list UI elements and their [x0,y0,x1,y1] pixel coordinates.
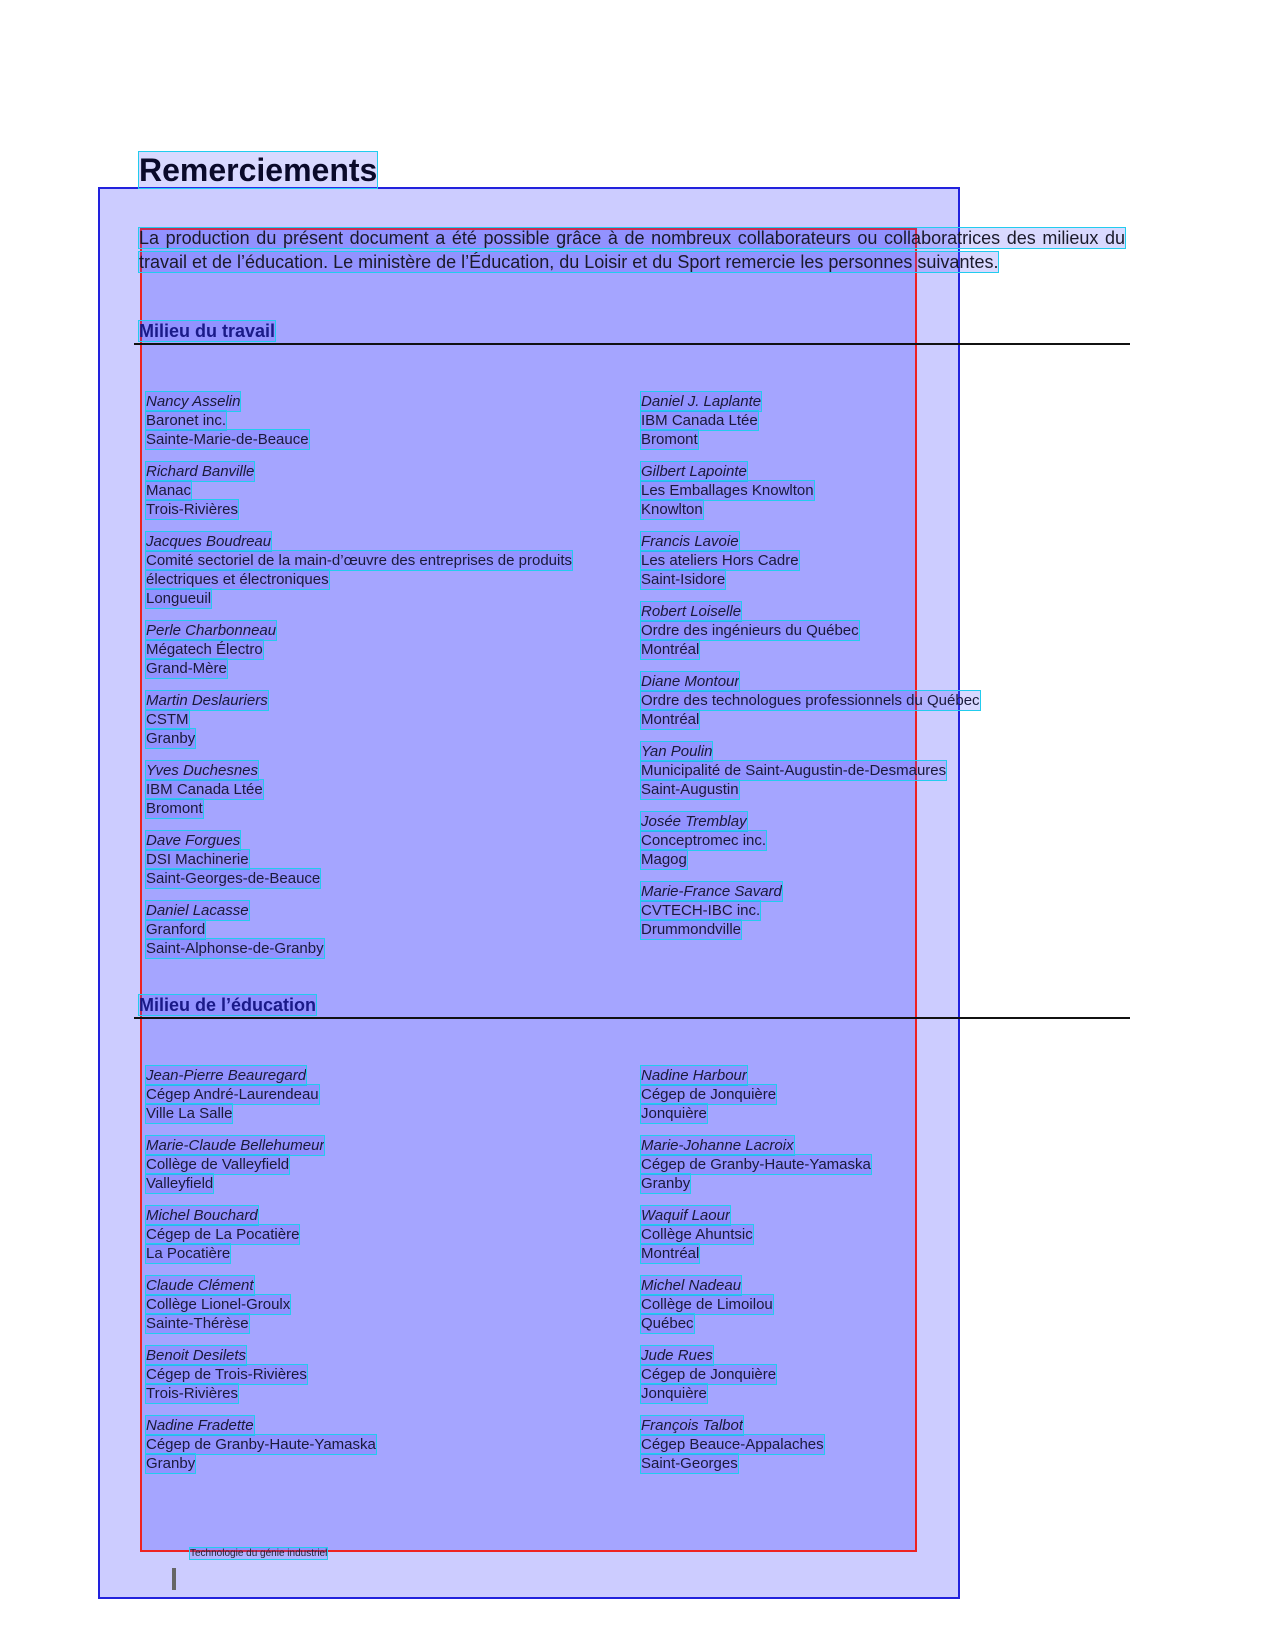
contact-entry [641,1416,1121,1473]
contact-name: François Talbot [641,1417,743,1434]
contact-name-line [641,672,1121,691]
contact-detail: CVTECH-IBC inc. [641,902,761,919]
contact-detail: Collège Ahuntsic [641,1226,753,1243]
contact-entry [641,462,1121,519]
contact-detail: Saint-Georges-de-Beauce [146,870,321,887]
contact-detail: Granby [146,730,196,747]
contact-detail: Cégep de Jonquière [641,1366,777,1383]
contact-name-line [641,392,1121,411]
contact-detail: Bromont [641,431,698,448]
contact-detail-line [146,799,626,818]
education-right-column [641,1066,1121,1486]
contact-name: Jacques Boudreau [146,533,272,550]
contact-name: Nadine Fradette [146,1417,254,1434]
contact-detail-line [146,500,626,519]
contact-detail-line [146,920,626,939]
contact-detail: Collège Lionel-Groulx [146,1296,291,1313]
contact-name-line [641,602,1121,621]
contact-detail-line [146,1225,626,1244]
contact-detail: Granby [641,1175,691,1192]
footer-text: Technologie du génie industriel [190,1548,328,1559]
contact-name: Perle Charbonneau [146,622,277,639]
contact-detail-line [146,1155,626,1174]
contact-detail: DSI Machinerie [146,851,249,868]
contact-detail: Jonquière [641,1105,707,1122]
contact-detail-line [146,1435,626,1454]
contact-name-line [641,462,1121,481]
contact-detail: Cégep André-Laurendeau [146,1086,319,1103]
contact-detail-line [641,621,1121,640]
contact-detail: Collège de Valleyfield [146,1156,290,1173]
contact-entry [641,1136,1121,1193]
contact-detail-line [146,551,626,570]
contact-name-line [641,1346,1121,1365]
contact-detail: Saint-Isidore [641,571,726,588]
contact-name-line [146,1206,626,1225]
contact-entry [146,1416,626,1473]
contact-detail-line [641,1295,1121,1314]
contact-detail: Ville La Salle [146,1105,233,1122]
contact-detail-line [641,481,1121,500]
contact-detail-line [641,1225,1121,1244]
contact-name-line [641,1136,1121,1155]
contact-name: Claude Clément [146,1277,254,1294]
contact-detail-line [641,1085,1121,1104]
contact-detail: Saint-Augustin [641,781,739,798]
contact-detail-line [146,1244,626,1263]
divider-education [134,1017,1130,1019]
contact-detail-line [641,1384,1121,1403]
contact-detail-line [641,1155,1121,1174]
contact-detail: Granby [146,1455,196,1472]
contact-detail-line [641,691,1121,710]
contact-detail-line [146,1314,626,1333]
contact-detail-line [641,500,1121,519]
contact-detail: Conceptromec inc. [641,832,767,849]
contact-name: Benoit Desilets [146,1347,247,1364]
contact-name-line [641,742,1121,761]
contact-detail: Cégep de La Pocatière [146,1226,300,1243]
contact-detail-line [146,1295,626,1314]
contact-entry [641,812,1121,869]
contact-detail: Trois-Rivières [146,501,238,518]
contact-detail: Comité sectoriel de la main-d’œuvre des entreprises de produits [146,552,573,569]
contact-detail-line [641,901,1121,920]
contact-name: Josée Tremblay [641,813,747,830]
contact-entry [146,1276,626,1333]
contact-name-line [146,1066,626,1085]
intro-text: La production du présent document a été possible grâce à de nombreux collaborateurs ou collaboratrices des milieux du travail et de l’éducation. Le ministère de l’Éducation, du Loisir et du Sport remercie les personnes suivantes. [139,228,1125,272]
contact-detail: Ordre des technologues professionnels du Québec [641,692,980,709]
contact-name-line [641,882,1121,901]
contact-detail-line [641,570,1121,589]
contact-name: Marie-Claude Bellehumeur [146,1137,325,1154]
contact-detail-line [641,1104,1121,1123]
contact-name-line [146,462,626,481]
contact-name-line [146,901,626,920]
contact-entry [146,1346,626,1403]
contact-entry [146,392,626,449]
contact-detail-line [641,411,1121,430]
contact-entry [146,691,626,748]
contact-detail-line [641,850,1121,869]
contact-name-line [146,691,626,710]
contact-detail: Les Emballages Knowlton [641,482,814,499]
contact-detail: Magog [641,851,687,868]
contact-detail: Granford [146,921,206,938]
contact-detail-line [146,1365,626,1384]
contact-detail: Sainte-Marie-de-Beauce [146,431,309,448]
contact-detail-line [641,551,1121,570]
contact-detail-line [146,1384,626,1403]
contact-detail: Municipalité de Saint-Augustin-de-Desmaures [641,762,947,779]
contact-entry [641,742,1121,799]
contact-detail-line [641,1314,1121,1333]
contact-name: Yan Poulin [641,743,713,760]
page-title: Remerciements [139,152,378,188]
contact-name-line [641,812,1121,831]
contact-entry [641,532,1121,589]
contact-name: Daniel Lacasse [146,902,249,919]
contact-detail: Saint-Georges [641,1455,738,1472]
contact-detail-line [146,780,626,799]
contact-entry [641,672,1121,729]
contact-name-line [146,831,626,850]
contact-detail-line [146,1174,626,1193]
contact-detail-line [146,1454,626,1473]
contact-name: Michel Bouchard [146,1207,258,1224]
contact-detail-line [146,869,626,888]
contact-entry [641,1066,1121,1123]
contact-detail: Les ateliers Hors Cadre [641,552,799,569]
contact-detail-line [641,1365,1121,1384]
contact-detail-line [146,430,626,449]
contact-detail: Cégep de Trois-Rivières [146,1366,307,1383]
contact-name: Yves Duchesnes [146,762,259,779]
contact-detail: Ordre des ingénieurs du Québec [641,622,859,639]
contact-detail: Valleyfield [146,1175,214,1192]
contact-detail: Montréal [641,641,700,658]
contact-name-line [146,1276,626,1295]
work-left-column [146,392,626,971]
contact-detail: Cégep de Granby-Haute-Yamaska [641,1156,871,1173]
contact-detail: Bromont [146,800,203,817]
contact-detail: électriques et électroniques [146,571,329,588]
contact-name: Waquif Laour [641,1207,730,1224]
contact-name: Martin Deslauriers [146,692,268,709]
contact-detail: Grand-Mère [146,660,227,677]
contact-entry [641,1346,1121,1403]
contact-name-line [146,1136,626,1155]
contact-detail-line [146,729,626,748]
contact-name-line [641,1206,1121,1225]
contact-detail: CSTM [146,711,189,728]
contact-detail: Collège de Limoilou [641,1296,773,1313]
section-heading-work [139,320,275,342]
contact-detail-line [641,920,1121,939]
contact-name-line [641,1066,1121,1085]
contact-name-line [146,532,626,551]
contact-name: Jude Rues [641,1347,713,1364]
contact-detail-line [641,831,1121,850]
contact-name: Nancy Asselin [146,393,241,410]
contact-name: Nadine Harbour [641,1067,747,1084]
contact-entry [641,1206,1121,1263]
contact-detail: Knowlton [641,501,703,518]
contact-entry [146,1136,626,1193]
contact-detail: Mégatech Électro [146,641,263,658]
contact-detail-line [146,939,626,958]
contact-detail: Baronet inc. [146,412,227,429]
education-left-column [146,1066,626,1486]
contact-entry [146,1066,626,1123]
contact-detail: Drummondville [641,921,742,938]
contact-detail: IBM Canada Ltée [641,412,758,429]
work-right-column [641,392,1121,952]
contact-detail: Trois-Rivières [146,1385,238,1402]
contact-name: Robert Loiselle [641,603,742,620]
contact-name: Francis Lavoie [641,533,739,550]
contact-detail-line [146,589,626,608]
section-heading-work-text: Milieu du travail [139,321,276,341]
contact-name-line [641,532,1121,551]
contact-detail-line [146,481,626,500]
contact-name-line [146,392,626,411]
contact-name-line [146,621,626,640]
contact-detail-line [641,430,1121,449]
contact-detail-line [146,1085,626,1104]
contact-entry [146,831,626,888]
contact-detail-line [146,411,626,430]
contact-name-line [146,761,626,780]
contact-detail: La Pocatière [146,1245,231,1262]
contact-detail-line [641,1244,1121,1263]
contact-name: Dave Forgues [146,832,241,849]
contact-name: Gilbert Lapointe [641,463,747,480]
contact-entry [146,462,626,519]
contact-detail-line [146,570,626,589]
contact-name: Diane Montour [641,673,740,690]
contact-entry [146,621,626,678]
contact-name-line [641,1276,1121,1295]
intro-paragraph [139,226,1125,274]
contact-detail: Montréal [641,711,700,728]
divider-work [134,343,1130,345]
contact-name: Marie-Johanne Lacroix [641,1137,794,1154]
contact-detail: Montréal [641,1245,700,1262]
contact-detail: Cégep de Jonquière [641,1086,777,1103]
contact-detail-line [146,710,626,729]
contact-name-line [641,1416,1121,1435]
contact-detail: Manac [146,482,192,499]
contact-detail-line [146,1104,626,1123]
contact-detail-line [641,710,1121,729]
contact-detail: Québec [641,1315,694,1332]
contact-detail: Sainte-Thérèse [146,1315,249,1332]
contact-name: Marie-France Savard [641,883,782,900]
contact-detail: Cégep Beauce-Appalaches [641,1436,824,1453]
contact-entry [146,532,626,608]
contact-name: Daniel J. Laplante [641,393,762,410]
contact-entry [641,882,1121,939]
contact-detail: Cégep de Granby-Haute-Yamaska [146,1436,376,1453]
contact-entry [641,602,1121,659]
contact-detail: Longueuil [146,590,212,607]
contact-detail-line [641,640,1121,659]
footer-mark [172,1568,176,1590]
contact-detail-line [641,1174,1121,1193]
contact-name: Jean-Pierre Beauregard [146,1067,307,1084]
section-heading-education-text: Milieu de l’éducation [139,995,317,1015]
contact-detail-line [641,1435,1121,1454]
contact-name-line [146,1346,626,1365]
contact-detail-line [146,850,626,869]
contact-name: Michel Nadeau [641,1277,742,1294]
contact-detail-line [641,1454,1121,1473]
contact-entry [641,1276,1121,1333]
contact-entry [146,901,626,958]
contact-detail: Saint-Alphonse-de-Granby [146,940,324,957]
contact-entry [641,392,1121,449]
contact-detail-line [641,780,1121,799]
contact-entry [146,1206,626,1263]
section-heading-education [139,994,316,1016]
contact-detail-line [146,659,626,678]
contact-name-line [146,1416,626,1435]
contact-detail-line [641,761,1121,780]
contact-detail: Jonquière [641,1385,707,1402]
contact-name: Richard Banville [146,463,255,480]
contact-entry [146,761,626,818]
contact-detail-line [146,640,626,659]
contact-detail: IBM Canada Ltée [146,781,263,798]
